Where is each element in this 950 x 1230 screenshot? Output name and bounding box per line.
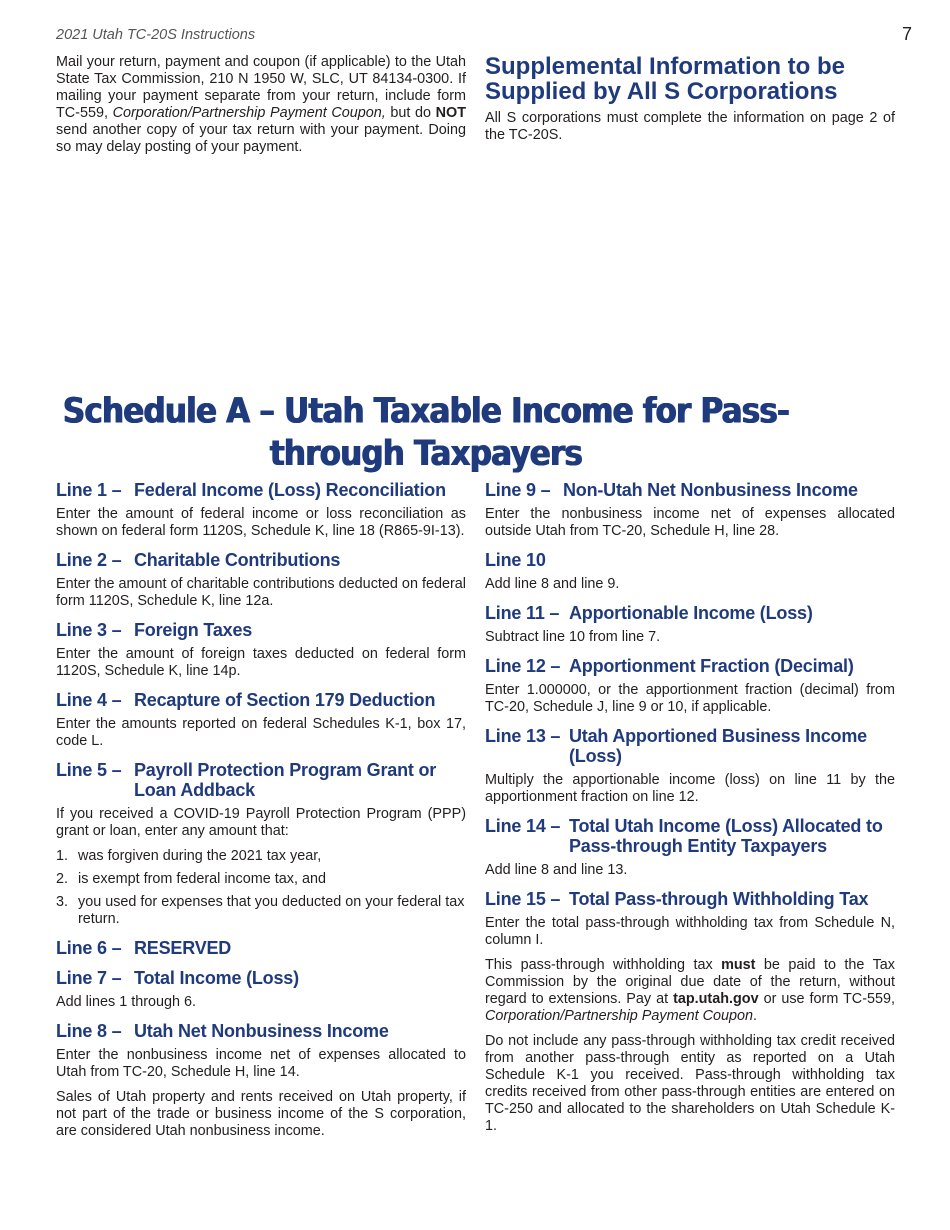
line-8-text-2: Sales of Utah property and rents received on Utah property, if not part of the trade or business income of the S corporation, are considered Utah nonbusiness income.: [56, 1089, 466, 1139]
line-2-section: [56, 550, 466, 610]
line-1-text: Enter the amount of federal income or loss reconciliation as shown on federal form 1120S, Schedule K, line 18 (R865-9I-13).: [56, 506, 466, 539]
line-8-section: [56, 1021, 466, 1140]
left-column: [56, 480, 466, 1150]
line-10-heading: Line 10: [485, 550, 546, 570]
line-5-text: If you received a COVID-19 Payroll Protection Program (PPP) grant or loan, enter any amount that:: [56, 806, 466, 839]
line-15-credit-text: Do not include any pass-through withholding tax credit received from another pass-through entity as reported on a Utah Schedule K-1 you received. Pass-through withholding tax credits received from other pass-through entities are entered on TC-250 and allocated to the shareholders on Utah Schedule K-1.: [485, 1033, 895, 1134]
line-8-heading: Line 8 – Utah Net Nonbusiness Income: [56, 1021, 389, 1041]
line-5-heading: Line 5 – Payroll Protection Program Grant or Loan Addback: [56, 760, 437, 800]
list-item: 3. you used for expenses that you deducted on your federal tax return.: [56, 894, 465, 927]
schedule-a-title: Schedule A – Utah Taxable Income for Pass- through Taxpayers: [62, 391, 790, 474]
line-2-heading: Line 2 – Charitable Contributions: [56, 550, 341, 570]
line-5-section: [56, 760, 466, 928]
line-15-text: Enter the total pass-through withholding tax from Schedule N, column I.: [485, 915, 895, 948]
line-13-heading: Line 13 – Utah Apportioned Business Income (Loss): [485, 726, 867, 766]
line-10-section: [485, 550, 895, 593]
list-item: 1. was forgiven during the 2021 tax year,: [56, 848, 322, 864]
line-7-section: [56, 968, 466, 1011]
line-2-text: Enter the amount of charitable contributions deducted on federal form 1120S, Schedule K, line 12a.: [56, 576, 466, 609]
line-14-text: Add line 8 and line 13.: [485, 862, 628, 878]
line-6-heading: Line 6 – RESERVED: [56, 938, 232, 958]
line-12-text: Enter 1.000000, or the apportionment fraction (decimal) from TC-20, Schedule J, line 9 or 10, if applicable.: [485, 682, 895, 715]
line-1-heading: Line 1 – Federal Income (Loss) Reconciliation: [56, 480, 446, 500]
line-14-heading: Line 14 – Total Utah Income (Loss) Allocated to Pass-through Entity Taxpayers: [485, 816, 883, 856]
line-14-section: [485, 816, 895, 879]
line-12-heading: Line 12 – Apportionment Fraction (Decimal): [485, 656, 854, 676]
supplemental-section: [485, 54, 895, 152]
line-11-section: [485, 603, 895, 646]
line-7-text: Add lines 1 through 6.: [56, 994, 197, 1010]
line-3-heading: Line 3 – Foreign Taxes: [56, 620, 253, 640]
line-8-text: Enter the nonbusiness income net of expenses allocated to Utah from TC-20, Schedule H, line 14.: [56, 1047, 466, 1080]
line-13-text: Multiply the apportionable income (loss) on line 11 by the apportionment fraction on line 12.: [485, 772, 895, 805]
line-9-section: [485, 480, 895, 540]
line-4-section: [56, 690, 466, 750]
line-3-text: Enter the amount of foreign taxes deducted on federal form 1120S, Schedule K, line 14p.: [56, 646, 466, 679]
line-10-text: Add line 8 and line 9.: [485, 576, 620, 592]
line-4-heading: Line 4 – Recapture of Section 179 Deduction: [56, 690, 436, 710]
line-11-heading: Line 11 – Apportionable Income (Loss): [485, 603, 813, 623]
line-7-heading: Line 7 – Total Income (Loss): [56, 968, 299, 988]
supplemental-text: All S corporations must complete the information on page 2 of the TC-20S.: [485, 110, 895, 143]
line-6-section: [56, 938, 466, 958]
line-1-section: [56, 480, 466, 540]
mail-instructions: [56, 54, 466, 164]
line-5-list: [56, 848, 466, 928]
page-number: 7: [901, 24, 912, 44]
line-15-heading: Line 15 – Total Pass-through Withholding Tax: [485, 889, 869, 909]
line-9-heading: Line 9 – Non-Utah Net Nonbusiness Income: [485, 480, 858, 500]
line-9-text: Enter the nonbusiness income net of expenses allocated outside Utah from TC-20, Schedule H, line 28.: [485, 506, 895, 539]
mail-paragraph: Mail your return, payment and coupon (if applicable) to the Utah State Tax Commission, 210 N 1950 W, SLC, UT 84134-0300. If mailing your payment separate from your return, include form TC-559, Corporation/Partnership Payment Coupon, but do NOT send another copy of your tax return with your payment. Doing so may delay posting of your payment.: [56, 54, 466, 155]
right-column: [485, 480, 895, 1145]
supplemental-title: Supplemental Information to be Supplied by All S Corporations: [485, 53, 846, 105]
line-15-section: [485, 889, 895, 1135]
line-11-text: Subtract line 10 from line 7.: [485, 629, 661, 645]
list-item: 2. is exempt from federal income tax, and: [56, 871, 326, 887]
line-15-payment-text: This pass-through withholding tax must be paid to the Tax Commission by the original due date of the return, without regard to extensions. Pay at tap.utah.gov or use form TC-559, Corporation/Partnership Payment Coupon.: [485, 957, 896, 1024]
line-13-section: [485, 726, 895, 806]
line-3-section: [56, 620, 466, 680]
line-12-section: [485, 656, 895, 716]
line-4-text: Enter the amounts reported on federal Schedules K-1, box 17, code L.: [56, 716, 466, 749]
running-title: 2021 Utah TC-20S Instructions: [56, 27, 256, 43]
tap-utah-link-text: tap.utah.gov: [673, 991, 759, 1007]
